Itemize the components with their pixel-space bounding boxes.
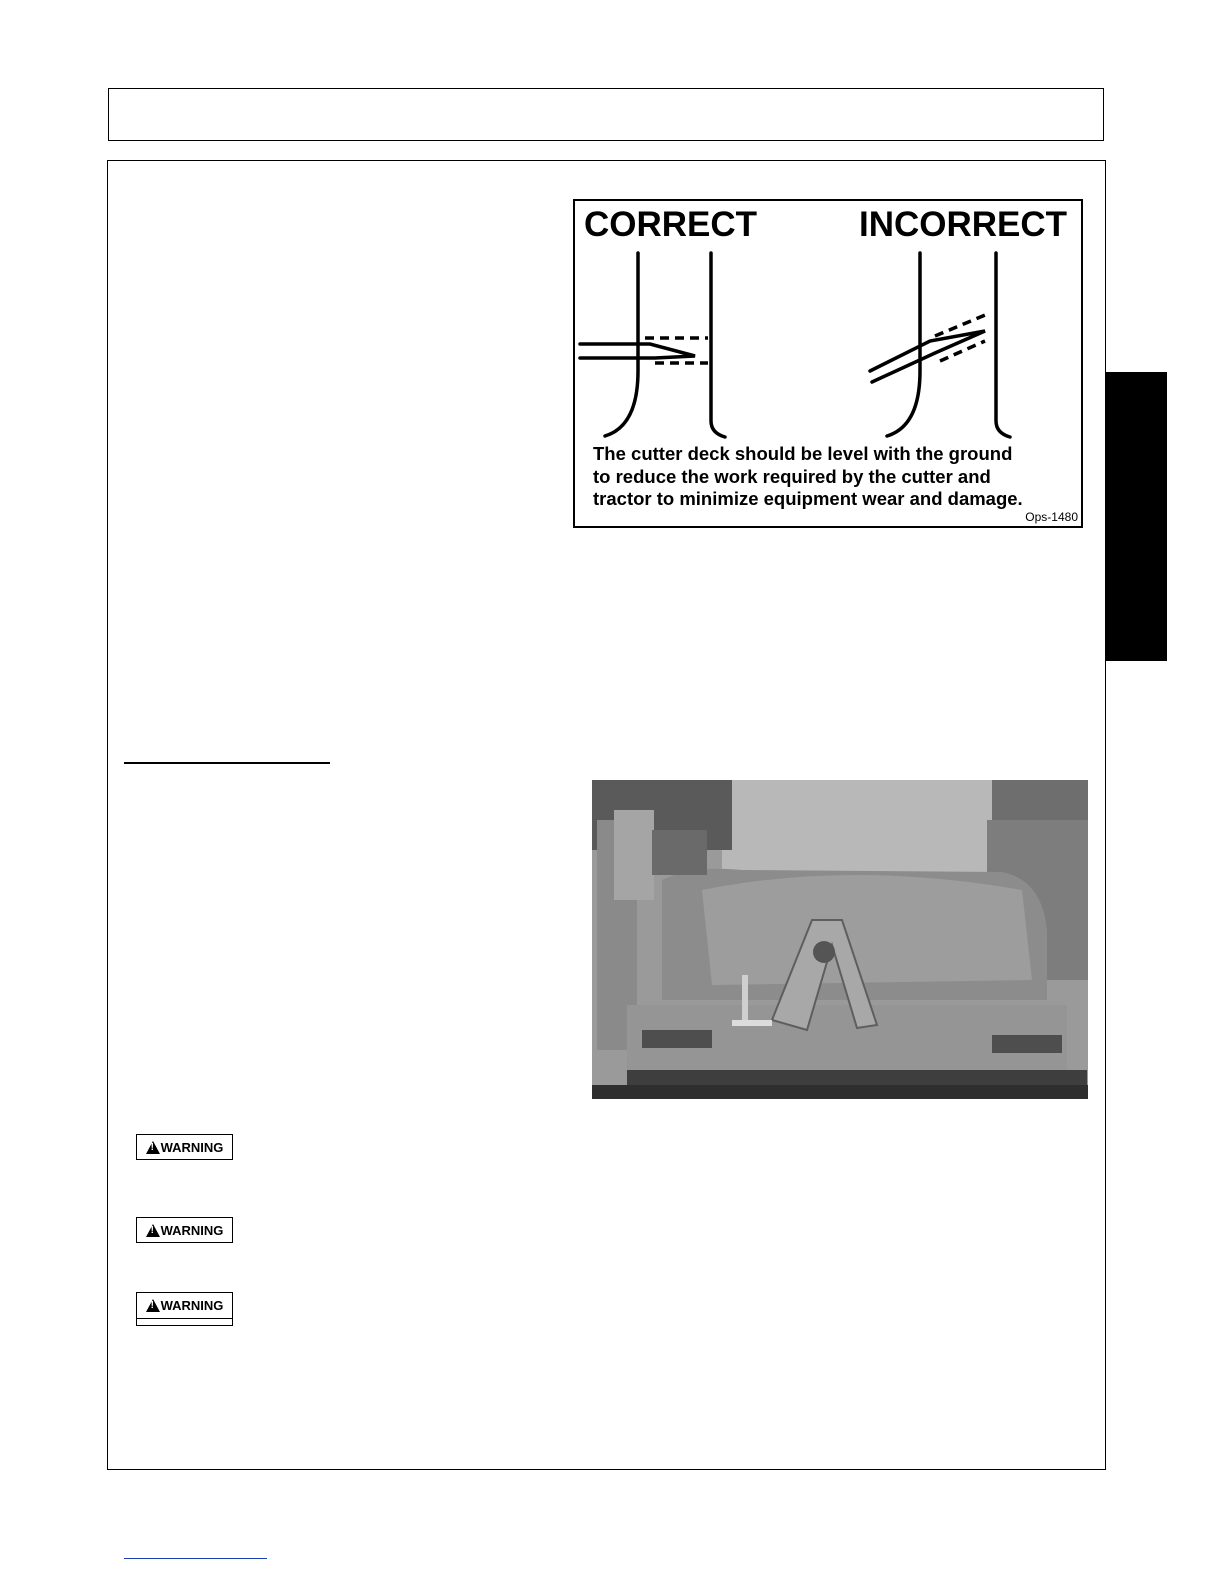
- warning-label-3: [136, 1292, 233, 1326]
- correct-right-upright: [711, 253, 725, 437]
- incorrect-deck: [870, 331, 985, 382]
- section-side-tab: [1106, 372, 1167, 661]
- page-header-box: [108, 88, 1104, 141]
- incorrect-dash-bottom: [940, 341, 985, 361]
- mower-photo: [592, 780, 1088, 1099]
- deck-level-diagram: [573, 199, 1083, 528]
- warning-label-text: WARNING: [160, 1222, 224, 1238]
- correct-label: CORRECT: [584, 205, 758, 244]
- incorrect-label: INCORRECT: [859, 205, 1068, 244]
- incorrect-right-upright: [996, 253, 1010, 437]
- footer-link-underline[interactable]: [124, 1558, 267, 1559]
- diagram-code: Ops-1480: [1025, 510, 1078, 524]
- incorrect-left-upright: [887, 253, 920, 436]
- warning-label-text: WARNING: [160, 1298, 224, 1313]
- warning-label-1: [136, 1134, 233, 1160]
- warning-label-text: WARNING: [160, 1139, 224, 1155]
- section-heading-underline: [124, 762, 330, 764]
- warning-triangle-icon: [146, 1299, 160, 1312]
- warning-triangle-icon: [146, 1141, 160, 1154]
- diagram-caption: The cutter deck should be level with the ground to reduce the work required by the cutter and tractor to minimize equipment wear and damage.: [593, 443, 1023, 509]
- warning-label-2: [136, 1217, 233, 1243]
- warning-triangle-icon: [146, 1224, 160, 1237]
